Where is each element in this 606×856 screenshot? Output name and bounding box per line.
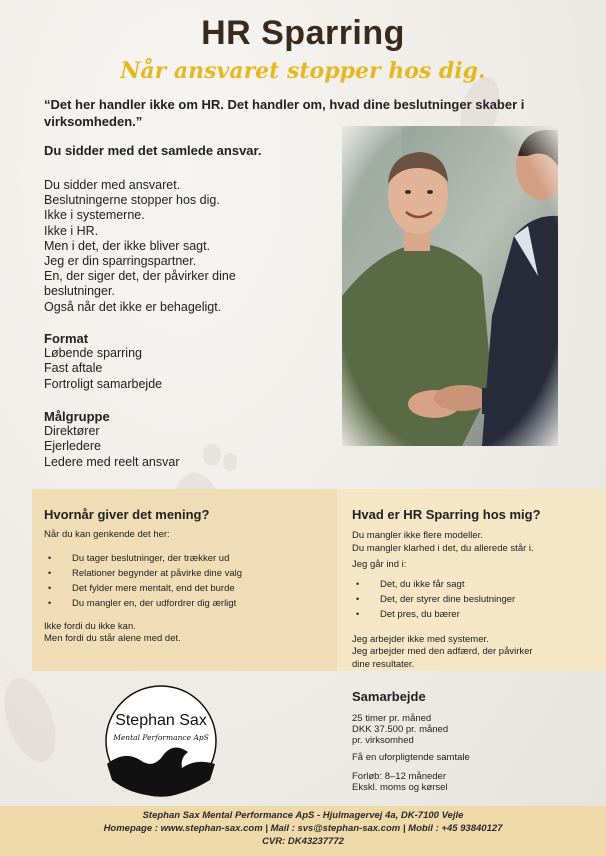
footer-address: Stephan Sax Mental Performance ApS - Hjulmagervej 4a, DK-7100 Vejle [142,810,464,821]
collab-heading: Samarbejde [352,689,426,704]
intro-lead: Du sidder med det samlede ansvar. [44,143,262,158]
what-intro-line: Du mangler klarhed i det, du allerede står i. [352,542,534,554]
intro-line: En, der siger det, der påvirker dine [44,269,236,284]
intro-line: Men i det, der ikke bliver sagt. [44,238,211,253]
intro-line: Du sidder med ansvaret. [44,178,181,192]
format-section [44,331,162,392]
intro-line: Beslutningerne stopper hos dig. [44,193,220,208]
page-title: HR Sparring [201,14,405,52]
what-list [352,577,602,622]
page-subtitle: Når ansvaret stopper hos dig. [120,58,486,84]
list-item: • Det fylder mere mentalt, end det burde [44,581,329,596]
what-intro-line: Du mangler ikke flere modeller. [352,530,483,541]
list-item: • Du mangler en, der udfordrer dig ærligt [44,596,329,611]
target-group-section [44,409,180,470]
what-outro-line: Jeg arbejder ikke med systemer. [352,633,489,645]
collab-price-line: pr. virksomhed [352,735,414,746]
collab-price-line: 25 timer pr. måned [352,713,432,724]
format-item: Fortroligt samarbejde [44,376,163,391]
logo-name: Stephan Sax [115,712,207,729]
what-goes-in: Jeg går ind i: [352,559,407,570]
target-group-item: Ejerledere [44,439,101,454]
collab-terms [352,771,592,793]
intro-line: Jeg er din sparringspartner. [44,254,197,269]
when-outro [44,621,329,646]
intro-line: beslutninger. [44,284,115,299]
collab-call: Få en uforpligtende samtale [352,752,470,763]
when-section [44,507,329,646]
handshake-photo [342,126,558,446]
when-intro: Når du kan genkende det her: [44,529,170,540]
what-outro [352,634,602,672]
page-footer [0,806,606,856]
intro-line: Ikke i HR. [44,223,99,238]
format-item: Fast aftale [44,361,103,376]
list-item: • Du tager beslutninger, der trækker ud [44,551,329,566]
collab-price-line: DKK 37.500 pr. måned [352,724,449,735]
target-group-heading: Målgruppe [44,409,110,424]
intro-quote: “Det her handler ikke om HR. Det handler om, hvad dine beslutninger skaber i virksomheden.” [44,97,525,129]
collab-terms-line: Forløb: 8–12 måneder [352,770,446,782]
what-intro [352,530,602,555]
when-heading: Hvornår giver det mening? [44,507,210,522]
footer-contact: Homepage : www.stephan-sax.com | Mail : svs@stephan-sax.com | Mobil : +45 93840127 [103,823,503,834]
what-heading: Hvad er HR Sparring hos mig? [352,507,541,522]
what-outro-line: Jeg arbejder med den adfærd, der påvirker [352,646,533,657]
intro-lines [44,178,304,315]
company-logo [104,684,218,798]
target-group-item: Ledere med reelt ansvar [44,454,180,469]
target-group-item: Direktører [44,424,100,439]
logo-tagline: Mental Performance ApS [113,733,209,742]
intro-line: Ikke i systemerne. [44,208,145,223]
when-list [44,551,329,611]
when-outro-line: Men fordi du står alene med det. [44,633,181,644]
what-outro-line: dine resultater. [352,658,415,670]
what-section [352,507,602,671]
list-item: • Det pres, du bærer [352,607,602,622]
collab-price [352,713,592,746]
when-outro-line: Ikke fordi du ikke kan. [44,620,136,632]
format-heading: Format [44,331,89,346]
format-item: Løbende sparring [44,346,142,361]
intro-line: Også når det ikke er behageligt. [44,299,222,314]
list-item: • Relationer begynder at påvirke dine valg [44,566,329,581]
list-item: • Det, du ikke får sagt [352,577,602,592]
collab-section [352,689,592,793]
list-item: • Det, der styrer dine beslutninger [352,592,602,607]
footer-cvr: CVR: DK43237772 [262,836,344,847]
collab-terms-line: Ekskl. moms og kørsel [352,781,448,793]
